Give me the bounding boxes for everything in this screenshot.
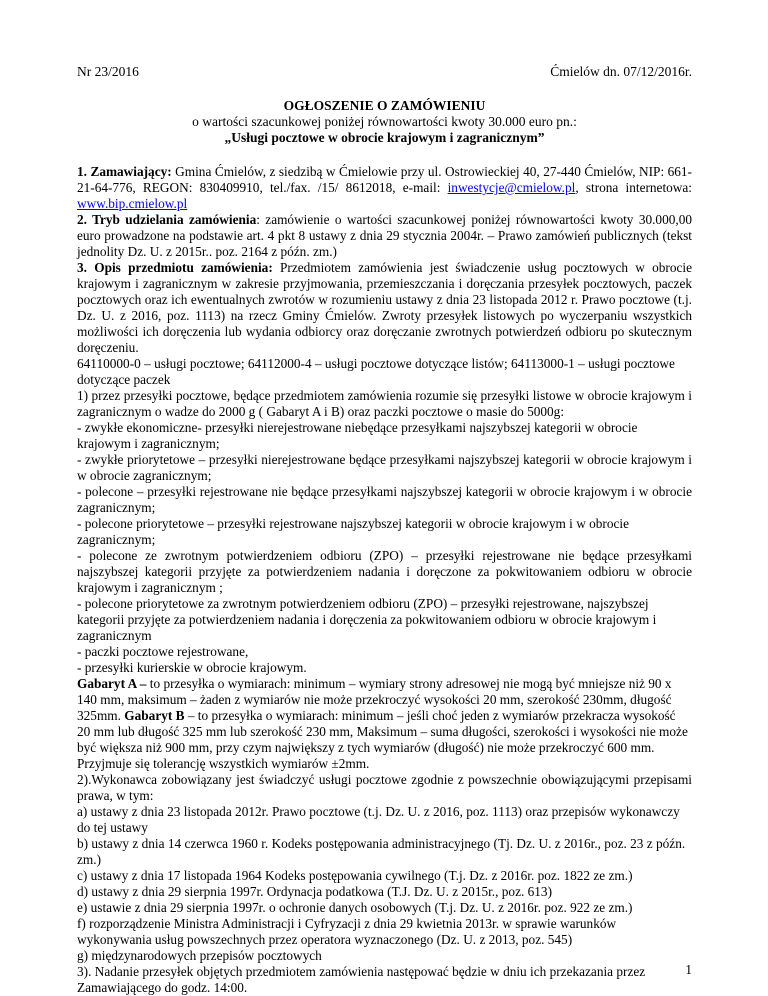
place-date: Ćmielów dn. 07/12/2016r. bbox=[550, 64, 692, 79]
gabaryt-a-label: Gabaryt A – bbox=[77, 676, 147, 691]
section-label: 1. Zamawiający: bbox=[77, 164, 172, 179]
section-text: Przedmiotem zamówienia jest świadczenie usług pocztowych w obrocie krajowym i zagranicznym w zakresie przyjmowania, przemieszczania i doręczania przesyłek pocztowych, paczek pocztowych oraz ich ewentualnych zwrotów w rozumieniu ustawy z dnia 23 listopada 2012 r. Prawo pocztowe (t.j. Dz. U. z 2016, poz. 1113) na rzecz Gminy Ćmielów. Zwroty przesyłek listowych po wyczerpaniu wszystkich możliwości ich doręczenia lub wydania odbiorcy oraz doręczanie zwrotnych potwierdzeń odbioru po skutecznym doręczeniu. bbox=[77, 260, 693, 355]
law-item: c) ustawy z dnia 17 listopada 1964 Kodeks postępowania cywilnego (T.j. Dz. z 2016r. poz. 1822 ze zm.) bbox=[77, 868, 633, 883]
document-body bbox=[77, 164, 692, 996]
law-item: f) rozporządzenie Ministra Administracji i Cyfryzacji z dnia 29 kwietnia 2013r. w sprawie warunków wykonywania usług powszechnych przez operatora wyznaczonego (Dz. U. z 2013, poz. 545) bbox=[77, 916, 617, 947]
section-text: , strona internetowa: bbox=[575, 180, 692, 195]
section-label: 2. Tryb udzielania zamówienia bbox=[77, 212, 257, 227]
section-ordering-party bbox=[77, 164, 692, 212]
gabaryt-description bbox=[77, 676, 692, 772]
cpv-codes: 64110000-0 – usługi pocztowe; 64112000-4 – usługi pocztowe dotyczące listów; 64113000-1 – usługi pocztowe dotyczące paczek bbox=[77, 356, 675, 387]
gabaryt-b-text: – to przesyłka o wymiarach: minimum – jeśli choć jeden z wymiarów przekracza wysokość 20 mm lub długość 325 mm lub szerokość 230 mm, Maksimum – suma długości, szerokości i wysokości nie może być większa niż 900 mm, przy czym największy z tych wymiarów (długość) nie może przekroczyć 600 mm. Przyjmuje się tolerancję wszystkich wymiarów ±2mm. bbox=[77, 708, 688, 771]
law-item: a) ustawy z dnia 23 listopada 2012r. Prawo pocztowe (t.j. Dz. U. z 2016, poz. 1113) oraz przepisów wykonawczy do tej ustawy bbox=[77, 804, 680, 835]
document-number: Nr 23/2016 bbox=[77, 64, 139, 79]
list-item: - zwykłe ekonomiczne- przesyłki nierejestrowane niebędące przesyłkami najszybszej kategorii w obrocie krajowym i zagranicznym; bbox=[77, 420, 638, 451]
email-link[interactable]: inwestycje@cmielow.pl bbox=[447, 180, 576, 195]
section-procedure bbox=[77, 212, 692, 260]
website-link[interactable]: www.bip.cmielow.pl bbox=[77, 196, 188, 211]
title-subtitle: o wartości szacunkowej poniżej równowartości kwoty 30.000 euro pn.: bbox=[192, 114, 577, 129]
page-number: 1 bbox=[685, 962, 692, 977]
law-item: b) ustawy z dnia 14 czerwca 1960 r. Kodeks postępowania administracyjnego (Tj. Dz. U. z 2016r., poz. 23 z późn. zm.) bbox=[77, 836, 686, 867]
list-item: - przesyłki kurierskie w obrocie krajowym. bbox=[77, 660, 307, 675]
section-text: Gmina Ćmielów, z siedzibą w Ćmielowie przy ul. Ostrowieckiej 40, 27-440 Ćmielów, NIP: 661-21-64-776, REGON: 830409910, tel./fax. /15/ 8612018, e-mail: bbox=[77, 164, 692, 195]
section-subject bbox=[77, 260, 692, 356]
title-main: OGŁOSZENIE O ZAMÓWIENIU bbox=[283, 98, 486, 113]
title-name: „Usługi pocztowe w obrocie krajowym i zagranicznym” bbox=[224, 130, 545, 145]
gabaryt-b-label: Gabaryt B bbox=[124, 708, 185, 723]
list-item: - polecone ze zwrotnym potwierdzeniem odbioru (ZPO) – przesyłki rejestrowane nie będące przesyłkami najszybszej kategorii przyjęte za potwierdzeniem nadania i doręczone za pokwitowaniem odbioru w obrocie krajowym i zagranicznym ; bbox=[77, 548, 692, 595]
gabaryt-a-text: to przesyłka o wymiarach: minimum – wymiary strony adresowej nie mogą być mniejsze niż 90 x 140 mm, maksimum – żaden z wymiarów nie może przekroczyć wysokości 20 mm, szerokość 230mm, długość 325mm. bbox=[77, 676, 672, 723]
law-item: g) międzynarodowych przepisów pocztowych bbox=[77, 948, 322, 963]
section-text: : zamówienie o wartości szacunkowej poniżej równowartości kwoty 30.000,00 euro prowadzone na podstawie art. 4 pkt 8 ustawy z dnia 29 stycznia 2004r. – Prawo zamówień publicznych (tekst jednolity Dz. U. z 2015r.. poz. 2164 z późn. zm.) bbox=[77, 212, 693, 259]
law-item: d) ustawy z dnia 29 sierpnia 1997r. Ordynacja podatkowa (T.J. Dz. U. z 2015r., poz. 613) bbox=[77, 884, 552, 899]
list-item: - zwykłe priorytetowe – przesyłki nierejestrowane będące przesyłkami najszybszej kategorii w obrocie krajowym i w obrocie zagranicznym; bbox=[77, 452, 692, 483]
list-item: - polecone priorytetowe za zwrotnym potwierdzeniem odbioru (ZPO) – przesyłki rejestrowane, najszybszej kategorii przyjęte za potwierdzeniem nadania i doręczenia za pokwitowaniem odbioru w obrocie krajowym i zagranicznym bbox=[77, 596, 657, 643]
paragraph-1: 1) przez przesyłki pocztowe, będące przedmiotem zamówienia rozumie się przesyłki listowe w obrocie krajowym i zagranicznym o wadze do 2000 g ( Gabaryt A i B) oraz paczki pocztowe o masie do 5000g: bbox=[77, 388, 692, 419]
document-title bbox=[77, 98, 692, 146]
paragraph-2: 2).Wykonawca zobowiązany jest świadczyć usługi pocztowe zgodnie z powszechnie obowiązującymi przepisami prawa, w tym: bbox=[77, 772, 692, 803]
document-header bbox=[77, 64, 692, 80]
paragraph-3: 3). Nadanie przesyłek objętych przedmiotem zamówienia następować będzie w dniu ich przekazania przez Zamawiającego do godz. 14:00. bbox=[77, 964, 646, 995]
list-item: - paczki pocztowe rejestrowane, bbox=[77, 644, 249, 659]
section-label: 3. Opis przedmiotu zamówienia: bbox=[77, 260, 273, 275]
list-item: - polecone priorytetowe – przesyłki rejestrowane najszybszej kategorii w obrocie krajowym i w obrocie zagranicznym; bbox=[77, 516, 629, 547]
list-item: - polecone – przesyłki rejestrowane nie będące przesyłkami najszybszej kategorii w obrocie krajowym i w obrocie zagranicznym; bbox=[77, 484, 692, 515]
law-item: e) ustawie z dnia 29 sierpnia 1997r. o ochronie danych osobowych (T.j. Dz. U. z 2016r. poz. 922 ze zm.) bbox=[77, 900, 633, 915]
